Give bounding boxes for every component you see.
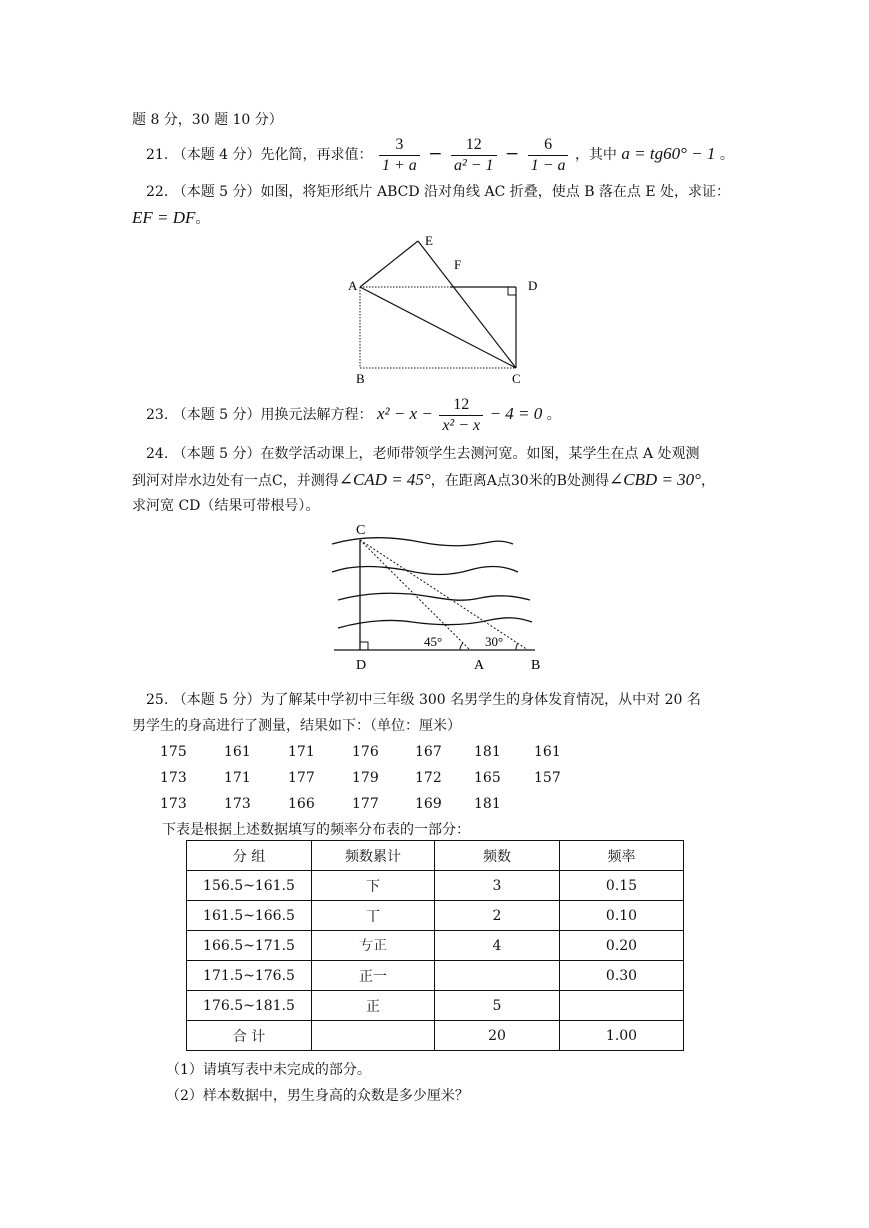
- q23-fraction: $\frac{12}{\text{x² − x}}$: [439, 395, 483, 436]
- edge-EC: [418, 241, 516, 368]
- header-tally: 频数累计: [312, 841, 435, 871]
- river-line-3: [338, 593, 530, 600]
- frequency-table: [186, 840, 684, 1051]
- header-group: 分 组: [187, 841, 312, 871]
- question-23: 23. （本题 5 分）用换元法解方程： x² − x − $\frac{12}{\text{x² − x}}$ − 4 = 0 。: [146, 395, 561, 434]
- table-row: 166.5~171.5 𠀁正 4 0.20: [187, 931, 684, 961]
- sight-line-CA: [360, 540, 470, 650]
- label-B: B: [531, 658, 541, 673]
- river-line-4: [338, 618, 532, 628]
- label-A: A: [348, 278, 358, 293]
- angle-arc-45: [460, 643, 463, 650]
- table-row: 161.5~166.5 丅 2 0.10: [187, 901, 684, 931]
- q24-line2: 到河对岸水边处有一点C，并测得∠CAD = 45°，在距离A点30米的B处测得∠CBD = 30°，: [132, 470, 715, 489]
- header-line: 题 8 分，30 题 10 分）: [132, 112, 283, 128]
- edge-AE: [360, 241, 418, 287]
- q21-fraction-3: $\frac{6}{1 - a}$: [528, 135, 569, 176]
- label-angle-30: 30°: [485, 634, 504, 649]
- label-C: C: [356, 523, 366, 538]
- table-row: 171.5~176.5 正一 0.30: [187, 961, 684, 991]
- q22-figure: [340, 228, 560, 388]
- q23-prefix: 23. （本题 5 分）用换元法解方程：: [146, 407, 373, 423]
- q24-line3: 求河宽 CD（结果可带根号）。: [132, 498, 320, 514]
- q22-line2: EF = DF。: [132, 208, 210, 227]
- label-D: D: [528, 278, 538, 293]
- q21-condition: a = tg60° − 1: [621, 144, 716, 163]
- q24-figure: [320, 518, 560, 678]
- q21-fraction-2: $\frac{12}{\text{a² − 1}}$: [451, 135, 497, 176]
- q21-fraction-1: $\frac{3}{1 + a}$: [379, 135, 420, 176]
- angle-arc-30: [516, 643, 518, 650]
- edge-AC: [360, 287, 516, 368]
- label-F: F: [454, 257, 462, 272]
- q21-prefix: 21. （本题 4 分）先化简，再求值：: [146, 147, 373, 163]
- label-angle-45: 45°: [424, 634, 443, 649]
- river-line-1: [332, 538, 513, 546]
- q25-line1: 25. （本题 5 分）为了解某中学初中三年级 300 名男学生的身体发育情况，从中对 20 名: [146, 692, 701, 708]
- right-angle-mark-D: [360, 642, 368, 650]
- question-21: 21. （本题 4 分）先化简，再求值： $\frac{3}{1 + a}$ − $\frac{12}{\text{a² − 1}}$ − $\frac{6}{1 - a}$ ，其中 a = tg60° − 1 。: [146, 135, 734, 174]
- q22-line1: 22. （本题 5 分）如图，将矩形纸片 ABCD 沿对角线 AC 折叠，使点 B 落在点 E 处，求证：: [146, 184, 731, 200]
- table-header-row: [187, 841, 684, 871]
- q21-suffix: ，其中: [574, 147, 617, 163]
- label-D: D: [356, 658, 367, 673]
- table-row: 156.5~161.5 下 3 0.15: [187, 871, 684, 901]
- q25-sub1: （1）请填写表中未完成的部分。: [166, 1062, 371, 1078]
- q25-sub2: （2）样本数据中，男生身高的众数是多少厘米？: [166, 1088, 469, 1104]
- label-C: C: [512, 371, 521, 386]
- label-A: A: [474, 658, 485, 673]
- table-row: 176.5~181.5 正 5: [187, 991, 684, 1021]
- q25-line2: 男学生的身高进行了测量，结果如下：（单位：厘米）: [132, 718, 461, 734]
- table-intro: 下表是根据上述数据填写的频率分布表的一部分：: [162, 822, 470, 838]
- header-frequency: 频数: [435, 841, 560, 871]
- q24-line1: 24. （本题 5 分）在数学活动课上，老师带领学生去测河宽。如图，某学生在点 A 处观测: [146, 446, 700, 462]
- label-B: B: [356, 371, 365, 386]
- table-total-row: 合 计 20 1.00: [187, 1021, 684, 1051]
- label-E: E: [425, 233, 433, 248]
- header-rate: 频率: [560, 841, 684, 871]
- right-angle-mark: [508, 287, 516, 295]
- exam-page: 题 8 分，30 题 10 分） 21. （本题 4 分）先化简，再求值： $\frac{3}{1 + a}$ − $\frac{12}{\text{a² − 1}}$ − $\frac{6}{1 - a}$ ，其中 a = tg60° − 1 。 22. （本题 5 分）如图，将矩形纸片 ABCD 沿对角线 AC 折叠，使点 B 落在点 E 处，求证： EF = DF。 E F A D B C 23. （本题 5 分）用换元法解方程： x² − x − $\frac{12}{\text{x² − x}}$ − 4 = 0 。 24. （本题 5 分）在数学活动课上，老师带领学生去测河宽。如图，某学生在点 A 处观测 到河对岸水边处有一点C，并测得∠CAD = 45°，在距离A点30米的B处测得∠CBD = 30°， 求河宽 CD（结果可带根号）。 C D A B 45° 30° 25. （本题 5 分）为了解某中学初中三年级 300 名男学生的身体发育情况，从中对 20 名 男学生的身高进行了测量，结果如下：（单位：厘米） 175 161 171 176 167 181 161 173 171 177 179 172 165 157 173 173 166 177 169 181 下表是根据上述数据填写的频率分布表的一部分： 分 组 频数累计 频数 频率 156.5~161.5 下 3 0.15 161.5~166.5 丅 2 0.10 166.5~171.5 𠀁正 4 0.20 171.5~176.5 正一 0.30 176.5~181.5 正 5 合 计 20 1.00 （1）请填写表中未完成的部分。 （2）样本数据中，男生身高的众数是多少厘米？: [132, 112, 734, 1104]
